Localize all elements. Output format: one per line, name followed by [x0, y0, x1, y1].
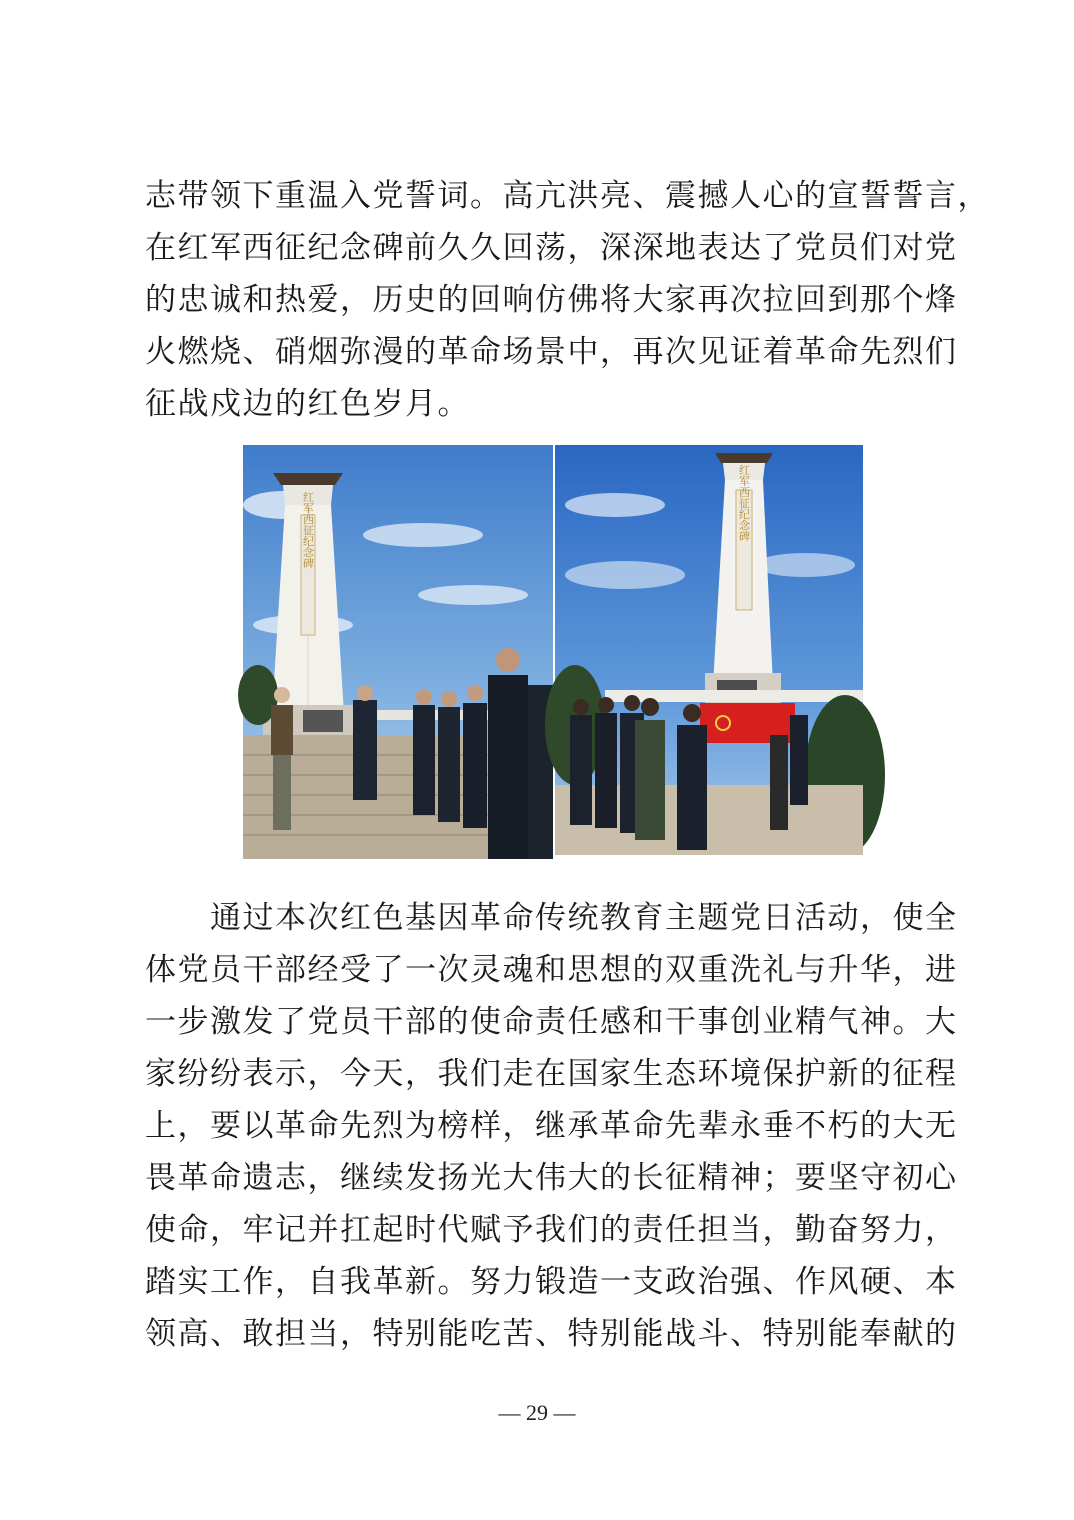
text-line: 家纷纷表示，今天，我们走在国家生态环境保护新的征程: [145, 1056, 958, 1092]
page-number: — 29 —: [498, 1400, 576, 1425]
text-line: 火燃烧、硝烟弥漫的革命场景中，再次见证着革命先烈们: [145, 334, 958, 370]
text-line: 体党员干部经受了一次灵魂和思想的双重洗礼与升华，进: [145, 952, 958, 988]
text-line: 的忠诚和热爱，历史的回响仿佛将大家再次拉回到那个烽: [145, 282, 958, 318]
text-line: 通过本次红色基因革命传统教育主题党日活动，使全: [145, 900, 958, 936]
text-line: 在红军西征纪念碑前久久回荡，深深地表达了党员们对党: [145, 230, 958, 266]
text-line: 使命，牢记并扛起时代赋予我们的责任担当，勤奋努力，: [145, 1212, 958, 1248]
photo-left-monument-gathering: [243, 445, 553, 859]
photo-right-oath-ceremony: [555, 445, 863, 855]
monument-inscription: 红军西征纪念碑: [301, 491, 315, 569]
text-line: 志带领下重温入党誓词。高亢洪亮、震撼人心的宣誓誓言，: [145, 178, 990, 214]
text-line: 踏实工作，自我革新。努力锻造一支政治强、作风硬、本: [145, 1264, 958, 1300]
text-line: 领高、敢担当，特别能吃苦、特别能战斗、特别能奉献的: [145, 1316, 958, 1352]
monument-inscription: 红军西征纪念碑: [737, 464, 751, 542]
text-line: 畏革命遗志，继续发扬光大伟大的长征精神；要坚守初心: [145, 1160, 958, 1196]
text-line: 一步激发了党员干部的使命责任感和干事创业精气神。大: [145, 1004, 958, 1040]
text-line: 上，要以革命先烈为榜样，继承革命先辈永垂不朽的大无: [145, 1108, 958, 1144]
text-line: 征战戍边的红色岁月。: [145, 386, 470, 422]
